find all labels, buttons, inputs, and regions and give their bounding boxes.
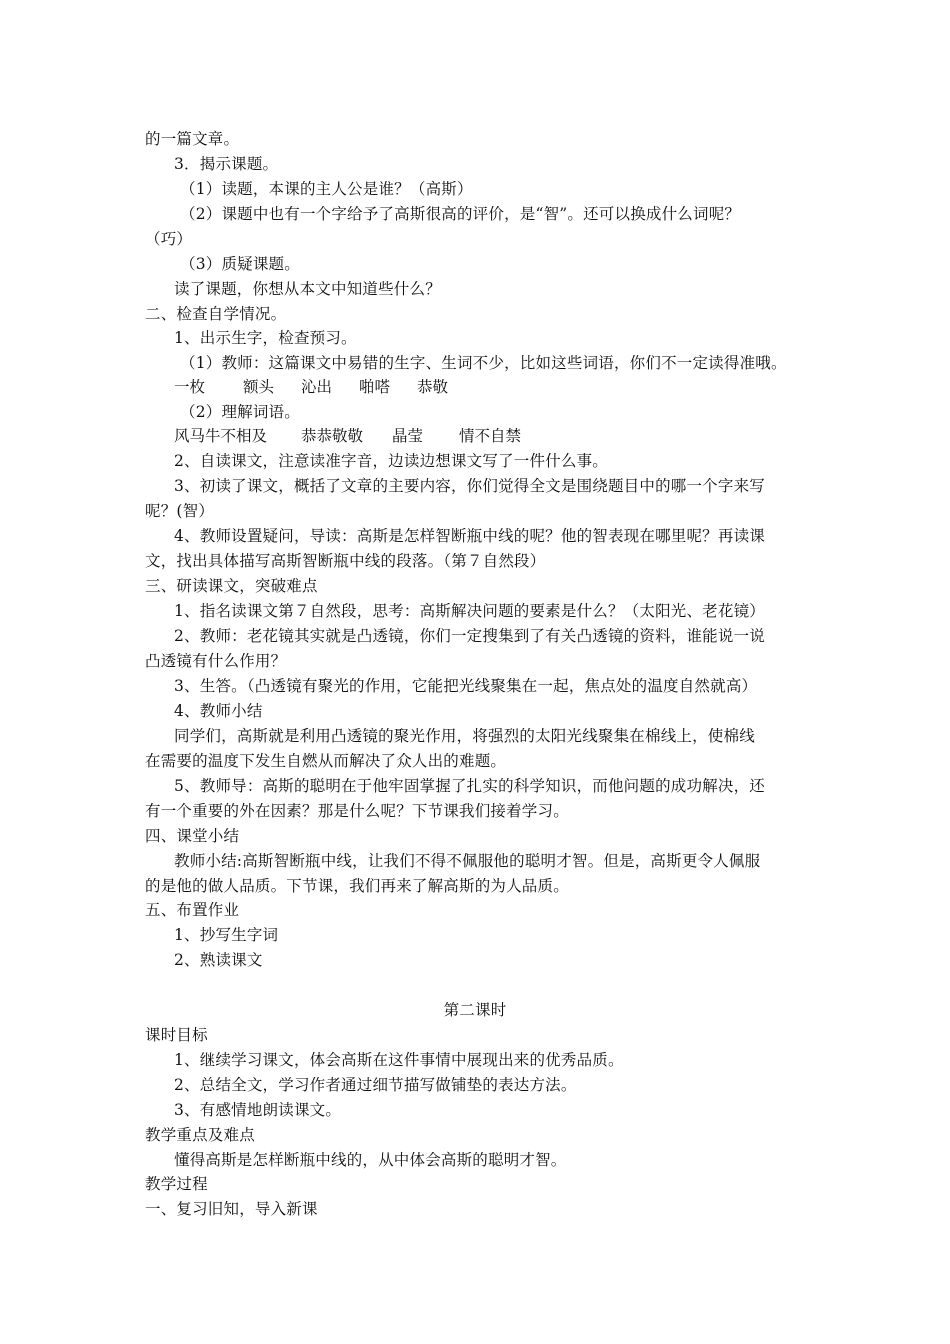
text-line: 1、出示生字，检查预习。	[174, 329, 357, 347]
text-line: （1）教师：这篇课文中易错的生字、生词不少，比如这些词语，你们不一定读得准哦。	[180, 354, 787, 372]
text-line: 1、指名读课文第７自然段，思考：高斯解决问题的要素是什么？（太阳光、老花镜）	[174, 602, 765, 620]
text-line: 3、有感情地朗读课文。	[174, 1101, 342, 1119]
text-line: （2）理解词语。	[180, 403, 300, 421]
text-line: 有一个重要的外在因素？那是什么呢？下节课我们接着学习。	[145, 802, 569, 820]
text-line: （2）课题中也有一个字给予了高斯很高的评价，是“智”。还可以换成什么词呢？	[180, 205, 741, 223]
text-line: 2、教师：老花镜其实就是凸透镜，你们一定搜集到了有关凸透镜的资料，谁能说一说	[174, 627, 765, 645]
text-line: 4、教师设置疑问，导读：高斯是怎样智断瓶中线的呢？他的智表现在哪里呢？再读课	[174, 527, 765, 545]
text-line: 2、自读课文，注意读准字音，边读边想课文写了一件什么事。	[174, 452, 608, 470]
vocab-word: 一枚	[174, 378, 206, 396]
text-line: 呢？(智）	[145, 502, 215, 520]
text-line: （巧）	[145, 230, 193, 248]
vocab-word: 晶莹	[392, 427, 424, 445]
text-line: 2、熟读课文	[174, 951, 263, 969]
vocab-word: 啪嗒	[359, 378, 391, 396]
section-heading: 二、检查自学情况。	[145, 305, 287, 323]
text-line: 1、抄写生字词	[174, 926, 279, 944]
text-line: 的一篇文章。	[145, 130, 240, 148]
text-line: 3、生答。（凸透镜有聚光的作用，它能把光线聚集在一起，焦点处的温度自然就高）	[174, 677, 758, 695]
text-line: 2、总结全文，学习作者通过细节描写做铺垫的表达方法。	[174, 1076, 577, 1094]
text-line: 4、教师小结	[174, 702, 263, 720]
vocab-word: 沁出	[301, 378, 333, 396]
text-line: 教师小结:高斯智断瓶中线，让我们不得不佩服他的聪明才智。但是，高斯更令人佩服	[174, 852, 761, 870]
vocab-word: 恭敬	[417, 378, 449, 396]
text-line: （1）读题，本课的主人公是谁？（高斯）	[180, 180, 473, 198]
section-heading: 教学重点及难点	[145, 1126, 255, 1144]
text-line: 凸透镜有什么作用？	[145, 652, 287, 670]
text-line: 懂得高斯是怎样断瓶中线的，从中体会高斯的聪明才智。	[174, 1151, 567, 1169]
vocab-word: 风马牛不相及	[174, 427, 268, 445]
section-heading: 五、布置作业	[145, 901, 240, 919]
text-line: （3）质疑课题。	[180, 255, 300, 273]
text-line: 5、教师导：高斯的聪明在于他牢固掌握了扎实的科学知识，而他问题的成功解决，还	[174, 777, 765, 795]
text-line: 的是他的做人品质。下节课，我们再来了解高斯的为人品质。	[145, 877, 569, 895]
text-line: 文，找出具体描写高斯智断瓶中线的段落。（第７自然段）	[145, 552, 546, 570]
section-heading: 课时目标	[145, 1026, 208, 1044]
vocab-word: 情不自禁	[459, 427, 522, 445]
vocab-word: 额头	[243, 378, 275, 396]
text-line: 同学们，高斯就是利用凸透镜的聚光作用，将强烈的太阳光线聚集在棉线上，使棉线	[174, 727, 755, 745]
text-line: 读了课题，你想从本文中知道些什么？	[174, 280, 441, 298]
text-line: 在需要的温度下发生自燃从而解决了众人出的难题。	[145, 752, 507, 770]
section-heading: 一、复习旧知，导入新课	[145, 1200, 318, 1218]
text-line: 3．揭示课题。	[174, 155, 279, 173]
section-heading: 四、课堂小结	[145, 827, 240, 845]
section-heading: 三、研读课文，突破难点	[145, 577, 318, 595]
text-line: 3、初读了课文，概括了文章的主要内容，你们觉得全文是围绕题目中的哪一个字来写	[174, 477, 765, 495]
vocab-word: 恭恭敬敬	[301, 427, 364, 445]
text-line: 1、继续学习课文，体会高斯在这件事情中展现出来的优秀品质。	[174, 1051, 624, 1069]
lesson-title: 第二课时	[443, 1001, 507, 1019]
section-heading: 教学过程	[145, 1175, 208, 1193]
